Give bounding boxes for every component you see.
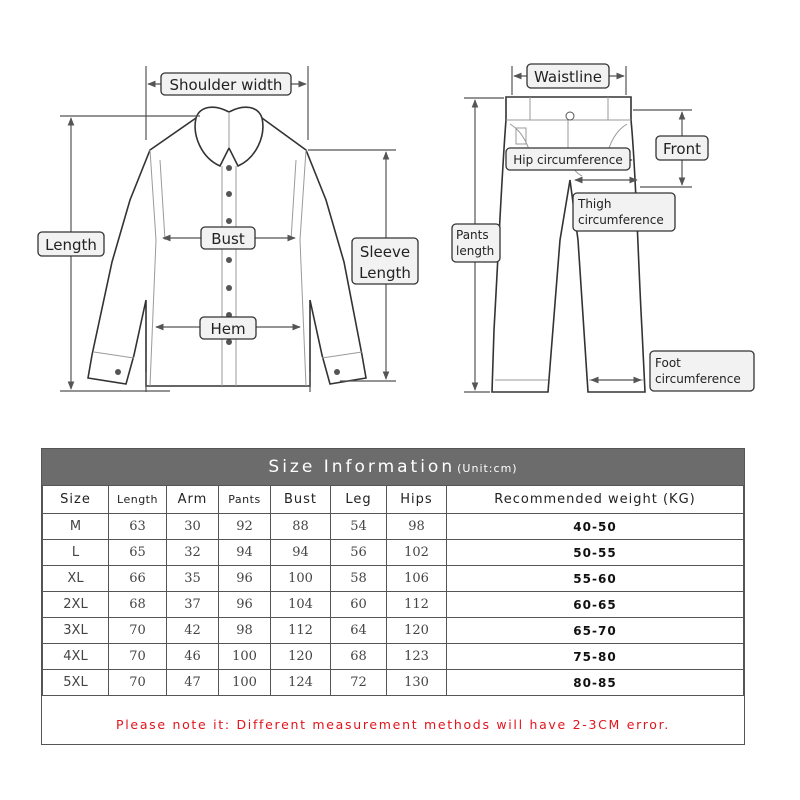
cell-bust: 112	[271, 618, 331, 644]
cell-arm: 35	[167, 566, 219, 592]
size-table-grid	[42, 485, 744, 696]
cell-size: 5XL	[43, 670, 109, 696]
cell-arm: 46	[167, 644, 219, 670]
table-row	[43, 514, 744, 540]
thigh-circumference-label-line1: Thigh	[578, 197, 612, 211]
cell-leg: 68	[331, 644, 387, 670]
sleeve-length-label-line1: Sleeve	[359, 243, 411, 261]
waistline-label: Waistline	[534, 68, 602, 86]
table-row	[43, 592, 744, 618]
header-recommended-weight: Recommended weight (KG)	[447, 486, 744, 514]
cell-leg: 58	[331, 566, 387, 592]
cell-leg: 56	[331, 540, 387, 566]
cell-arm: 42	[167, 618, 219, 644]
cell-leg: 54	[331, 514, 387, 540]
cell-length: 70	[109, 618, 167, 644]
header-bust: Bust	[271, 486, 331, 514]
cell-arm: 47	[167, 670, 219, 696]
table-row	[43, 644, 744, 670]
cell-weight: 55-60	[447, 566, 744, 592]
foot-circumference-label-line2: circumference	[655, 372, 741, 386]
cell-hips: 112	[387, 592, 447, 618]
header-leg: Leg	[331, 486, 387, 514]
header-size: Size	[43, 486, 109, 514]
cell-hips: 102	[387, 540, 447, 566]
cell-length: 70	[109, 644, 167, 670]
cell-leg: 60	[331, 592, 387, 618]
cell-size: L	[43, 540, 109, 566]
cell-pants: 96	[219, 592, 271, 618]
cell-pants: 96	[219, 566, 271, 592]
size-information-table	[41, 448, 745, 745]
table-title: Size Information	[268, 457, 456, 477]
front-label: Front	[663, 140, 701, 158]
table-header-row	[43, 486, 744, 514]
table-row	[43, 566, 744, 592]
hem-label: Hem	[210, 320, 246, 338]
cell-weight: 60-65	[447, 592, 744, 618]
header-length: Length	[109, 486, 167, 514]
table-title-bar	[42, 449, 744, 485]
cell-bust: 104	[271, 592, 331, 618]
measurement-error-note: Please note it: Different measurement methods will have 2-3CM error.	[116, 716, 670, 732]
cell-size: 3XL	[43, 618, 109, 644]
cell-length: 70	[109, 670, 167, 696]
table-unit: (Unit:cm)	[457, 462, 518, 475]
cell-length: 66	[109, 566, 167, 592]
cell-size: XL	[43, 566, 109, 592]
cell-leg: 72	[331, 670, 387, 696]
cell-bust: 94	[271, 540, 331, 566]
cell-bust: 124	[271, 670, 331, 696]
pants-length-label-line2: length	[456, 244, 495, 258]
shoulder-width-label: Shoulder width	[169, 76, 283, 94]
cell-arm: 30	[167, 514, 219, 540]
cell-size: 4XL	[43, 644, 109, 670]
cell-weight: 40-50	[447, 514, 744, 540]
cell-length: 65	[109, 540, 167, 566]
cell-weight: 75-80	[447, 644, 744, 670]
cell-bust: 100	[271, 566, 331, 592]
cell-pants: 100	[219, 670, 271, 696]
cell-pants: 100	[219, 644, 271, 670]
cell-length: 63	[109, 514, 167, 540]
cell-weight: 50-55	[447, 540, 744, 566]
cell-length: 68	[109, 592, 167, 618]
foot-circumference-label-line1: Foot	[655, 356, 681, 370]
cell-arm: 37	[167, 592, 219, 618]
cell-size: 2XL	[43, 592, 109, 618]
sleeve-length-label-line2: Length	[359, 264, 411, 282]
thigh-circumference-label-line2: circumference	[578, 213, 664, 227]
table-row	[43, 540, 744, 566]
table-row	[43, 670, 744, 696]
cell-weight: 65-70	[447, 618, 744, 644]
cell-pants: 94	[219, 540, 271, 566]
cell-hips: 130	[387, 670, 447, 696]
pants-illustration	[492, 97, 645, 392]
cell-pants: 98	[219, 618, 271, 644]
cell-hips: 123	[387, 644, 447, 670]
cell-leg: 64	[331, 618, 387, 644]
header-pants: Pants	[219, 486, 271, 514]
cell-bust: 120	[271, 644, 331, 670]
cell-bust: 88	[271, 514, 331, 540]
cell-weight: 80-85	[447, 670, 744, 696]
cell-pants: 92	[219, 514, 271, 540]
cell-hips: 98	[387, 514, 447, 540]
header-hips: Hips	[387, 486, 447, 514]
hip-circumference-label: Hip circumference	[513, 153, 623, 167]
cell-hips: 106	[387, 566, 447, 592]
cell-size: M	[43, 514, 109, 540]
cell-hips: 120	[387, 618, 447, 644]
pants-length-label-line1: Pants	[456, 228, 489, 242]
cell-arm: 32	[167, 540, 219, 566]
bust-label: Bust	[211, 230, 245, 248]
table-row	[43, 618, 744, 644]
header-arm: Arm	[167, 486, 219, 514]
length-label: Length	[45, 236, 97, 254]
